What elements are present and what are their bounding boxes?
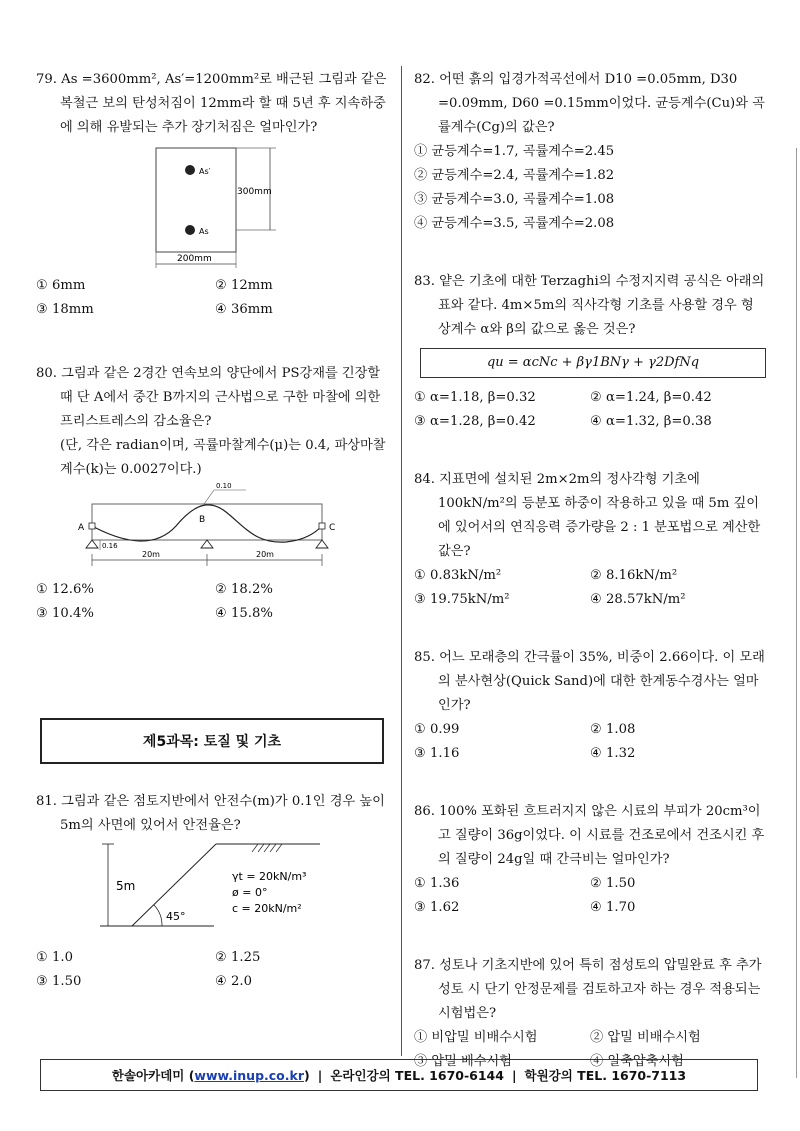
question-84-options bbox=[414, 564, 766, 612]
top-rebar-label: As′ bbox=[199, 167, 211, 176]
option[interactable]: ② 12mm bbox=[215, 278, 273, 293]
option[interactable]: ② 균등계수=2.4, 곡률계수=1.82 bbox=[414, 168, 615, 183]
question-80-text: 80. 그림과 같은 2경간 연속보의 양단에서 PS강재를 긴장할 때 단 A에서 중간 B까지의 근사법으로 구한 마찰에 의한 프리스트레스의 감소율은? bbox=[36, 366, 381, 429]
question-86-options bbox=[414, 872, 766, 920]
support-b bbox=[201, 540, 213, 548]
option[interactable]: ④ 균등계수=3.5, 곡률계수=2.08 bbox=[414, 216, 615, 231]
question-79-figure bbox=[36, 140, 394, 270]
cohesion: c = 20kN/m² bbox=[232, 902, 302, 915]
footer-separator: | bbox=[511, 1067, 517, 1083]
label-a: A bbox=[78, 523, 85, 533]
span-1: 20m bbox=[142, 550, 160, 559]
beam-section bbox=[156, 148, 236, 252]
friction-angle: ø = 0° bbox=[232, 886, 268, 899]
slope-height: 5m bbox=[116, 879, 136, 893]
question-83 bbox=[414, 270, 766, 434]
option[interactable]: ④ α=1.32, β=0.38 bbox=[590, 414, 712, 429]
option[interactable]: ③ 10.4% bbox=[36, 606, 94, 621]
option[interactable]: ② 8.16kN/m² bbox=[590, 568, 678, 583]
question-83-text: 83. 얕은 기초에 대한 Terzaghi의 수정지지력 공식은 아래의 표와 같다. 4m×5m의 직사각형 기초를 사용할 경우 형상계수 α와 β의 값으로 옳은 것은? bbox=[414, 274, 765, 337]
option[interactable]: ② 1.08 bbox=[590, 722, 636, 737]
option[interactable]: ② 18.2% bbox=[215, 582, 273, 597]
top-rebar bbox=[185, 165, 195, 175]
option[interactable]: ④ 1.70 bbox=[590, 900, 636, 915]
option[interactable]: ④ 1.32 bbox=[590, 746, 636, 761]
question-81-text: 81. 그림과 같은 점토지반에서 안전수(m)가 0.1인 경우 높이 5m의 사면에 있어서 안전율은? bbox=[36, 794, 385, 833]
width-dimension: 200mm bbox=[177, 254, 212, 264]
bottom-rebar bbox=[185, 225, 195, 235]
question-80-options bbox=[36, 578, 394, 626]
option[interactable]: ① 6mm bbox=[36, 278, 86, 293]
question-82-text: 82. 어떤 흙의 입경가적곡선에서 D10 =0.05mm, D30 =0.09mm, D60 =0.15mm이었다. 균등계수(Cu)와 곡률계수(Cg)의 값은? bbox=[414, 72, 765, 135]
option[interactable]: ③ 1.62 bbox=[414, 900, 460, 915]
page-edge-line bbox=[796, 148, 797, 1078]
question-80 bbox=[36, 362, 394, 626]
question-81 bbox=[36, 790, 394, 994]
option[interactable]: ① 0.99 bbox=[414, 722, 460, 737]
option[interactable]: ② 1.50 bbox=[590, 876, 636, 891]
question-80-note: (단, 각은 radian이며, 곡률마찰계수(μ)는 0.4, 파상마찰계수(k)는 0.0027이다.) bbox=[60, 438, 386, 477]
option[interactable]: ④ 28.57kN/m² bbox=[590, 592, 686, 607]
website-link[interactable]: www.inup.co.kr bbox=[194, 1068, 305, 1083]
option[interactable]: ② 압밀 비배수시험 bbox=[590, 1030, 701, 1045]
question-86 bbox=[414, 800, 766, 920]
option[interactable]: ① 비압밀 비배수시험 bbox=[414, 1030, 538, 1045]
top-value: 0.10 bbox=[216, 482, 232, 490]
option[interactable]: ① 0.83kN/m² bbox=[414, 568, 502, 583]
question-82 bbox=[414, 68, 766, 236]
slope-angle: 45° bbox=[166, 910, 186, 923]
question-80-figure bbox=[36, 482, 394, 574]
option[interactable]: ③ 균등계수=3.0, 곡률계수=1.08 bbox=[414, 192, 615, 207]
question-87-text: 87. 성토나 기초지반에 있어 특히 점성토의 압밀완료 후 추가 성토 시 단기 안정문제를 검토하고자 하는 경우 적용되는 시험법은? bbox=[414, 958, 762, 1021]
option[interactable]: ③ 1.50 bbox=[36, 974, 82, 989]
option[interactable]: ① 12.6% bbox=[36, 582, 94, 597]
question-86-text: 86. 100% 포화된 흐트러지지 않은 시료의 부피가 20cm³이고 질량이 36g이었다. 이 시료를 건조로에서 건조시킨 후의 질량이 24g일 때 간극비는 얼마인가? bbox=[414, 804, 765, 867]
bottom-rebar-label: As bbox=[199, 227, 209, 236]
height-dimension: 300mm bbox=[237, 187, 272, 197]
option[interactable]: ③ α=1.28, β=0.42 bbox=[414, 414, 536, 429]
option[interactable]: ③ 19.75kN/m² bbox=[414, 592, 510, 607]
column-divider bbox=[401, 66, 402, 1056]
option[interactable]: ③ 1.16 bbox=[414, 746, 460, 761]
left-value: 0.16 bbox=[102, 542, 118, 550]
question-83-options bbox=[414, 386, 766, 434]
section-title: 제5과목: 토질 및 기초 bbox=[40, 718, 384, 764]
label-c: C bbox=[329, 523, 336, 533]
option[interactable]: ④ 36mm bbox=[215, 302, 273, 317]
question-84-text: 84. 지표면에 설치된 2m×2m의 정사각형 기초에 100kN/m²의 등분포 하중이 작용하고 있을 때 5m 깊이에 있어서의 연직응력 증가량을 2 : 1 분포법으로 계산한 값은? bbox=[414, 472, 761, 559]
footer-separator: | bbox=[317, 1067, 323, 1083]
left-column-lower bbox=[36, 790, 394, 994]
option[interactable]: ③ 압밀 배수시험 bbox=[414, 1054, 513, 1069]
question-84 bbox=[414, 468, 766, 612]
option[interactable]: ① α=1.18, β=0.32 bbox=[414, 390, 536, 405]
question-85 bbox=[414, 646, 766, 766]
option[interactable]: ② α=1.24, β=0.42 bbox=[590, 390, 712, 405]
offline-phone: 학원강의 TEL. 1670-7113 bbox=[524, 1068, 687, 1083]
option[interactable]: ① 균등계수=1.7, 곡률계수=2.45 bbox=[414, 144, 615, 159]
span-2: 20m bbox=[256, 550, 274, 559]
option[interactable]: ④ 일축압축시험 bbox=[590, 1054, 684, 1069]
left-column bbox=[36, 68, 394, 626]
question-82-options bbox=[414, 140, 766, 236]
question-79-text: 79. As =3600mm², As′=1200mm²로 배근된 그림과 같은 복철근 보의 탄성처짐이 12mm라 할 때 5년 후 지속하중에 의해 유발되는 추가 장기처짐은 얼마인가? bbox=[36, 72, 387, 135]
option[interactable]: ① 1.36 bbox=[414, 876, 460, 891]
support-a bbox=[86, 540, 98, 548]
option[interactable]: ② 1.25 bbox=[215, 950, 261, 965]
label-b: B bbox=[199, 515, 206, 525]
question-85-text: 85. 어느 모래층의 간극률이 35%, 비중이 2.66이다. 이 모래의 분사현상(Quick Sand)에 대한 한계동수경사는 얼마인가? bbox=[414, 650, 765, 713]
right-column bbox=[414, 68, 766, 1074]
question-81-options bbox=[36, 946, 394, 994]
support-c bbox=[316, 540, 328, 548]
question-79-options bbox=[36, 274, 394, 322]
publisher-name: 한솔아카데미 ( bbox=[111, 1068, 195, 1083]
option[interactable]: ④ 2.0 bbox=[215, 974, 252, 989]
question-87 bbox=[414, 954, 766, 1074]
option[interactable]: ③ 18mm bbox=[36, 302, 94, 317]
option[interactable]: ① 1.0 bbox=[36, 950, 73, 965]
formula-box: qu = αcNc + βγ1BNγ + γ2DfNq bbox=[420, 348, 766, 378]
footer: 한솔아카데미 (www.inup.co.kr) | 온라인강의 TEL. 1670-6144 | 학원강의 TEL. 1670-7113 bbox=[40, 1059, 758, 1091]
online-phone: 온라인강의 TEL. 1670-6144 bbox=[330, 1068, 504, 1083]
option[interactable]: ④ 15.8% bbox=[215, 606, 273, 621]
question-79 bbox=[36, 68, 394, 322]
question-81-figure bbox=[36, 838, 394, 942]
question-85-options bbox=[414, 718, 766, 766]
unit-weight: γt = 20kN/m³ bbox=[232, 870, 307, 883]
tendon-profile bbox=[92, 505, 322, 542]
